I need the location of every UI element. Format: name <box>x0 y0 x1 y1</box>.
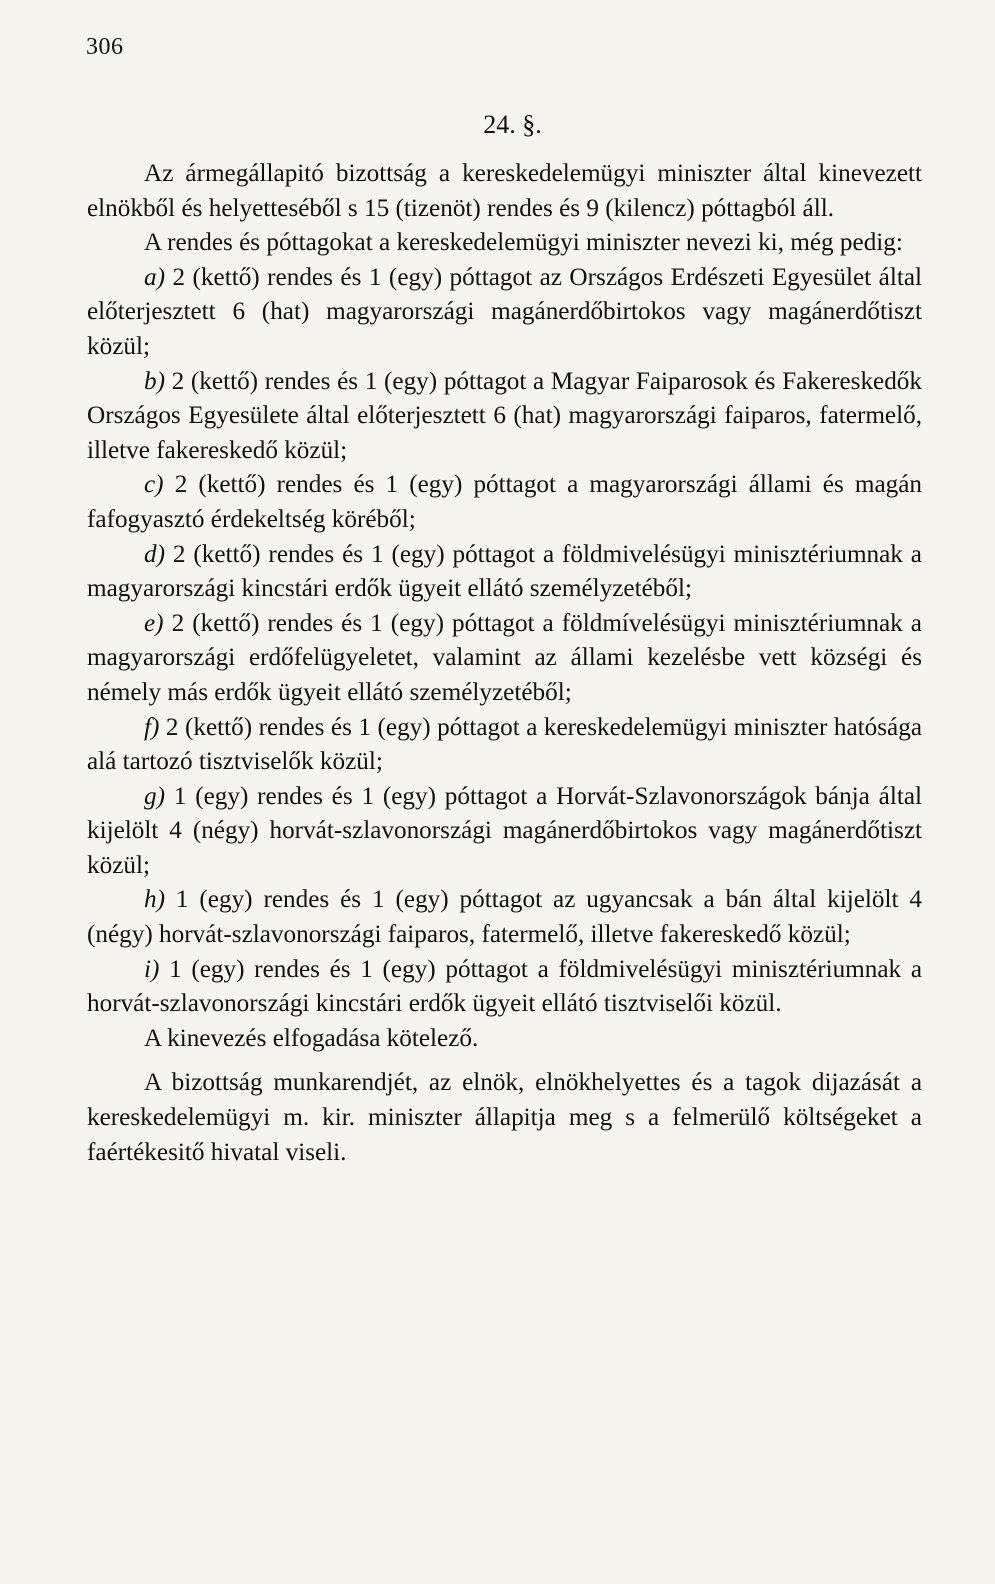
item-text: 1 (egy) rendes és 1 (egy) póttagot a Horvát-Szlavonországok bánja által kijelölt 4 (négy) horvát-szlavonországi magánerdőbirtokos vagy magánerdőtiszt közül; <box>87 782 923 879</box>
item-text: 1 (egy) rendes és 1 (egy) póttagot a földmivelésügyi minisztériumnak a horvát-szlavonországi kincstári erdők ügyeit ellátó tisztviselői közül. <box>87 955 922 1018</box>
item-text: 2 (kettő) rendes és 1 (egy) póttagot a magyarországi állami és magán fafogyasztó érdekeltség köréből; <box>87 471 922 533</box>
list-item-d <box>87 538 922 607</box>
list-item-i <box>87 953 922 1022</box>
item-text: 2 (kettő) rendes és 1 (egy) póttagot a földmivelésügyi minisztériumnak a magyarországi kincstári erdők ügyeit ellátó személyzetéből; <box>87 540 922 603</box>
page-number: 306 <box>86 34 124 60</box>
item-letter: e) <box>144 609 164 637</box>
item-letter: g) <box>144 782 165 810</box>
item-text: 2 (kettő) rendes és 1 (egy) póttagot a Magyar Faiparosok és Fakereskedők Országos Egyesülete által előterjesztett 6 (hat) magyarországi faiparos, fatermelő, illetve fakereskedő közül; <box>87 367 922 464</box>
item-letter: f) <box>144 713 160 741</box>
body-text <box>87 157 922 1170</box>
list-item-g <box>87 780 922 884</box>
list-item-b <box>87 365 922 469</box>
item-letter: c) <box>144 471 164 499</box>
item-text: 1 (egy) rendes és 1 (egy) póttagot az ugyancsak a bán által kijelölt 4 (négy) horvát-szlavonországi faiparos, fatermelő, illetve fakereskedő közül; <box>87 886 922 949</box>
item-letter: a) <box>144 263 165 291</box>
item-letter: d) <box>144 540 165 568</box>
item-letter: h) <box>144 886 165 914</box>
list-item-h <box>87 883 922 952</box>
item-letter: i) <box>144 955 160 983</box>
list-item-e <box>87 607 922 711</box>
paragraph-appointment: A rendes és póttagokat a kereskedelemügyi miniszter nevezi ki, még pedig: <box>144 229 903 257</box>
item-text: 2 (kettő) rendes és 1 (egy) póttagot a kereskedelemügyi miniszter hatósága alá tartozó tisztviselők közül; <box>87 713 923 776</box>
item-letter: b) <box>144 367 165 395</box>
list-item-f <box>87 711 922 780</box>
list-item-a <box>87 261 922 365</box>
paragraph-procedure: A bizottság munkarendjét, az elnök, elnökhelyettes és a tagok dijazását a kereskedelemügyi m. kir. miniszter állapitja meg s a felmerülő költségeket a faértékesitő hivatal viseli. <box>87 1069 922 1166</box>
item-text: 2 (kettő) rendes és 1 (egy) póttagot az Országos Erdészeti Egyesület által előterjesztett 6 (hat) magyarországi magánerdőbirtokos vagy magánerdőtiszt közül; <box>87 263 922 360</box>
paragraph-intro: Az ármegállapitó bizottság a kereskedelemügyi miniszter által kinevezett elnökből és helyetteséből s 15 (tizenöt) rendes és 9 (kilencz) póttagból áll. <box>87 160 922 222</box>
paragraph-acceptance: A kinevezés elfogadása kötelező. <box>144 1024 479 1052</box>
section-heading: 24. §. <box>483 110 542 139</box>
list-item-c <box>87 468 922 537</box>
item-text: 2 (kettő) rendes és 1 (egy) póttagot a földmívelésügyi minisztériumnak a magyarországi erdőfelügyeletet, valamint az állami kezelésbe vett községi és némely más erdők ügyeit ellátó személyzetéből; <box>87 609 922 706</box>
